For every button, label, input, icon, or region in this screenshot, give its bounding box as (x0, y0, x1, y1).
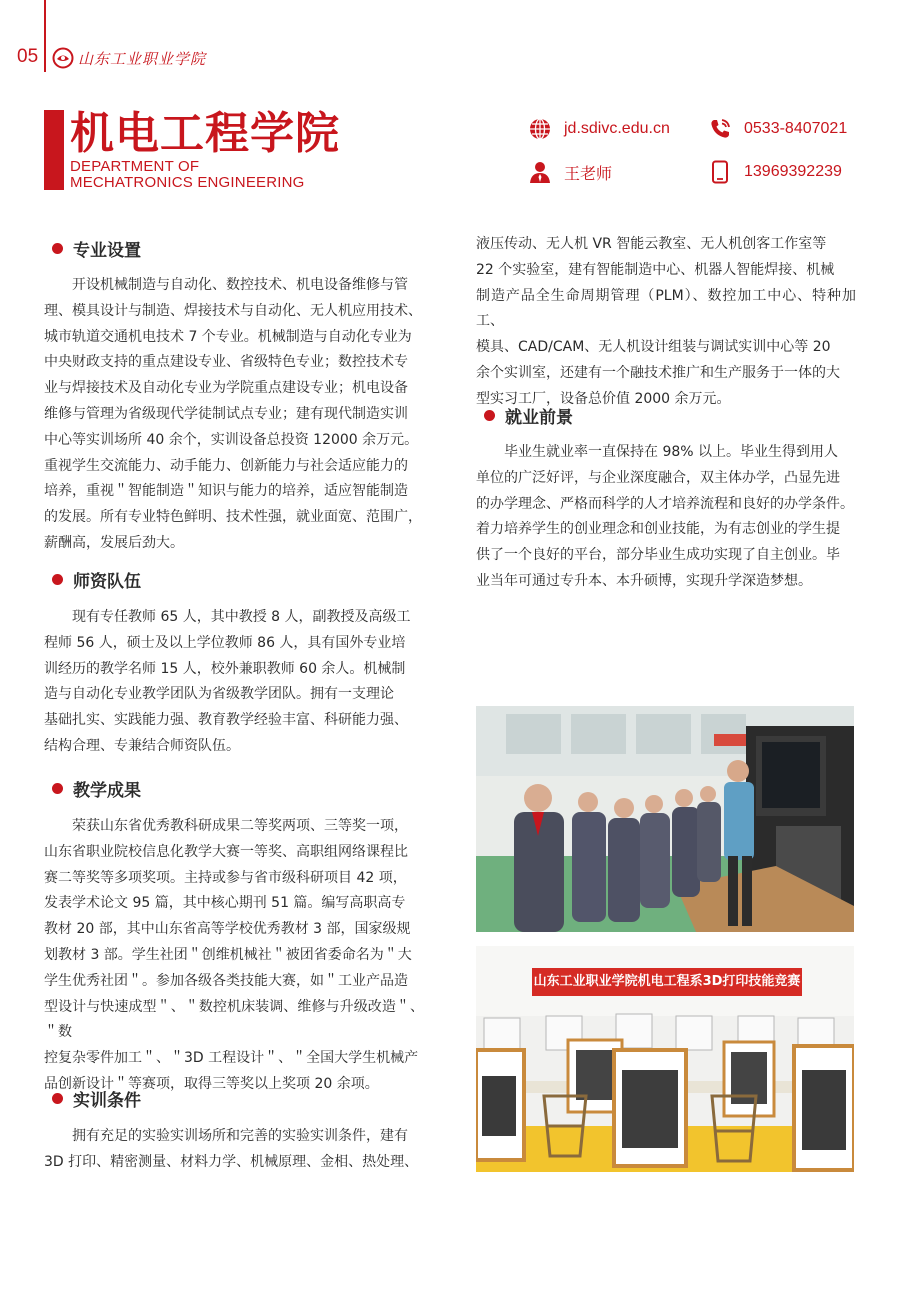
training-paragraph-left (44, 1124, 424, 1176)
text-line: 3D 打印、精密测量、材料力学、机械原理、金相、热处理、 (44, 1153, 419, 1170)
school-logo-icon (52, 47, 74, 69)
website-text: jd.sdivc.edu.cn (564, 120, 670, 137)
text-line: 赛二等奖等多项奖项。主持或参与省市级科研项目 42 项， (44, 869, 407, 886)
title-en-line1: DEPARTMENT OF (70, 158, 200, 175)
contact-phone[interactable] (708, 117, 847, 141)
text-line: 结构合理、专兼结合师资队伍。 (44, 737, 240, 754)
text-line: 山东省职业院校信息化教学大赛一等奖、高职组网络课程比 (44, 843, 408, 860)
text-line: 造与自动化专业教学团队为省级教学团队。拥有一支理论 (44, 686, 394, 703)
text-line: 单位的广泛好评，与企业深度融合，双主体办学，凸显先进 (476, 469, 840, 486)
text-line: 荣获山东省优秀教科研成果二等奖两项、三等奖一项， (72, 818, 408, 834)
school-name: 山东工业职业学院 (78, 50, 207, 68)
bullet-dot (52, 243, 63, 254)
phone-text: 0533-8407021 (744, 120, 848, 137)
text-line: 型实习工厂，设备总价值 2000 余万元。 (476, 390, 731, 407)
contact-website[interactable] (528, 117, 670, 141)
text-line: 重视学生交流能力、动手能力、创新能力与社会适应能力的 (44, 457, 408, 474)
text-line: 划教材 3 部。学生社团＂创维机械社＂被团省委命名为＂大 (44, 946, 412, 963)
section-title-text: 专业设置 (73, 241, 141, 261)
section-faculty-heading (52, 567, 141, 592)
text-line: 拥有充足的实验实训场所和完善的实验实训条件，建有 (72, 1128, 408, 1144)
person-icon (528, 160, 552, 184)
text-line: 品创新设计＂等赛项，取得三等奖以上奖项 20 余项。 (44, 1075, 379, 1092)
page-title-english (70, 159, 305, 191)
competition-banner-text: 山东工业职业学院机电工程系3D打印技能竞赛 (533, 974, 801, 989)
text-line: 基础扎实、实践能力强、教育教学经验丰富、科研能力强、 (44, 712, 408, 729)
mobile-text: 13969392239 (744, 163, 842, 180)
section-majors-heading (52, 236, 141, 261)
text-line: 培养，重视＂智能制造＂知识与能力的培养，适应智能制造 (44, 483, 408, 500)
text-line: 维修与管理为省级现代学徒制试点专业；建有现代制造实训 (44, 405, 408, 422)
text-line: 业当年可通过专升本、本升硕博，实现升学深造梦想。 (476, 572, 812, 589)
text-line: 开设机械制造与自动化、数控技术、机电设备维修与管 (72, 277, 408, 293)
title-accent-bar (44, 110, 64, 190)
contact-person (528, 160, 612, 184)
text-line: 学生优秀社团＂。参加各级各类技能大赛，如＂工业产品造 (44, 972, 408, 989)
cnc-training-photo-illustration (476, 706, 854, 932)
faculty-paragraph (44, 605, 424, 760)
text-line: 22 个实验室，建有智能制造中心、机器人智能焊接、机械 (476, 261, 835, 278)
training-paragraph-right (476, 232, 856, 413)
text-line: 制造产品全生命周期管理（PLM）、数控加工中心、特种加工、 (476, 287, 856, 330)
text-line: 的发展。所有专业特色鲜明、技术性强，就业面宽、范围广， (44, 509, 422, 526)
text-line: 现有专任教师 65 人，其中教授 8 人，副教授及高级工 (72, 609, 411, 625)
text-line: 着力培养学生的创业理念和创业技能，为有志创业的学生提 (476, 521, 840, 538)
section-title-text: 教学成果 (73, 781, 141, 801)
section-title-text: 就业前景 (505, 408, 573, 428)
text-line: 供了一个良好的平台，部分毕业生成功实现了自主创业。毕 (476, 547, 840, 564)
text-line: 业与焊接技术及自动化专业为学院重点建设专业；机电设备 (44, 380, 408, 397)
text-line: 的办学理念、严格而科学的人才培养流程和良好的办学条件。 (476, 495, 854, 512)
text-line: 中央财政支持的重点建设专业、省级特色专业；数控技术专 (44, 354, 408, 371)
text-line: 毕业生就业率一直保持在 98% 以上。毕业生得到用人 (504, 444, 839, 460)
bullet-dot (52, 574, 63, 585)
bullet-dot (52, 783, 63, 794)
title-en-line2: MECHATRONICS ENGINEERING (70, 174, 305, 191)
bullet-dot (52, 1093, 63, 1104)
bullet-dot (484, 410, 495, 421)
text-line: 理、模具设计与制造、焊接技术与自动化、无人机应用技术、 (44, 302, 422, 319)
text-line: 型设计与快速成型＂、＂数控机床装调、维修与升级改造＂、＂数 (44, 998, 424, 1041)
text-line: 城市轨道交通机电技术 7 个专业。机械制造与自动化专业为 (44, 328, 412, 345)
achievements-paragraph (44, 814, 424, 1098)
text-line: 教材 20 部，其中山东省高等学校优秀教材 3 部，国家级规 (44, 921, 411, 938)
text-line: 中心等实训场所 40 余个，实训设备总投资 12000 余万元。 (44, 431, 419, 448)
text-line: 训经历的教学名师 15 人，校外兼职教师 60 余人。机械制 (44, 660, 406, 677)
header-divider (44, 0, 46, 72)
text-line: 模具、CAD/CAM、无人机设计组装与调试实训中心等 20 (476, 339, 831, 356)
contact-mobile[interactable] (708, 160, 842, 184)
page-number: 05 (17, 46, 39, 67)
section-title-text: 师资队伍 (73, 572, 141, 592)
photo-cnc-training (476, 706, 854, 932)
globe-icon (528, 117, 552, 141)
page-title: 机电工程学院 (70, 108, 340, 159)
section-training-heading (52, 1086, 141, 1111)
majors-paragraph (44, 273, 424, 557)
text-line: 发表学术论文 95 篇，其中核心期刊 51 篇。编写高职高专 (44, 895, 406, 912)
section-title-text: 实训条件 (73, 1091, 141, 1111)
text-line: 液压传动、无人机 VR 智能云教室、无人机创客工作室等 (476, 236, 827, 252)
phone-icon (708, 117, 732, 141)
text-line: 薪酬高，发展后劲大。 (44, 534, 184, 551)
photo-3d-printing (476, 946, 854, 1172)
text-line: 程师 56 人，硕士及以上学位教师 86 人，具有国外专业培 (44, 634, 406, 651)
text-line: 余个实训室，还建有一个融技术推广和生产服务于一体的大 (476, 364, 840, 381)
section-achievements-heading (52, 776, 141, 801)
mobile-phone-icon (708, 160, 732, 184)
text-line: 控复杂零件加工＂、＂3D 工程设计＂、＂全国大学生机械产 (44, 1050, 419, 1067)
person-text: 王老师 (564, 165, 613, 183)
employment-paragraph (476, 440, 856, 595)
section-employment-heading (484, 403, 573, 428)
